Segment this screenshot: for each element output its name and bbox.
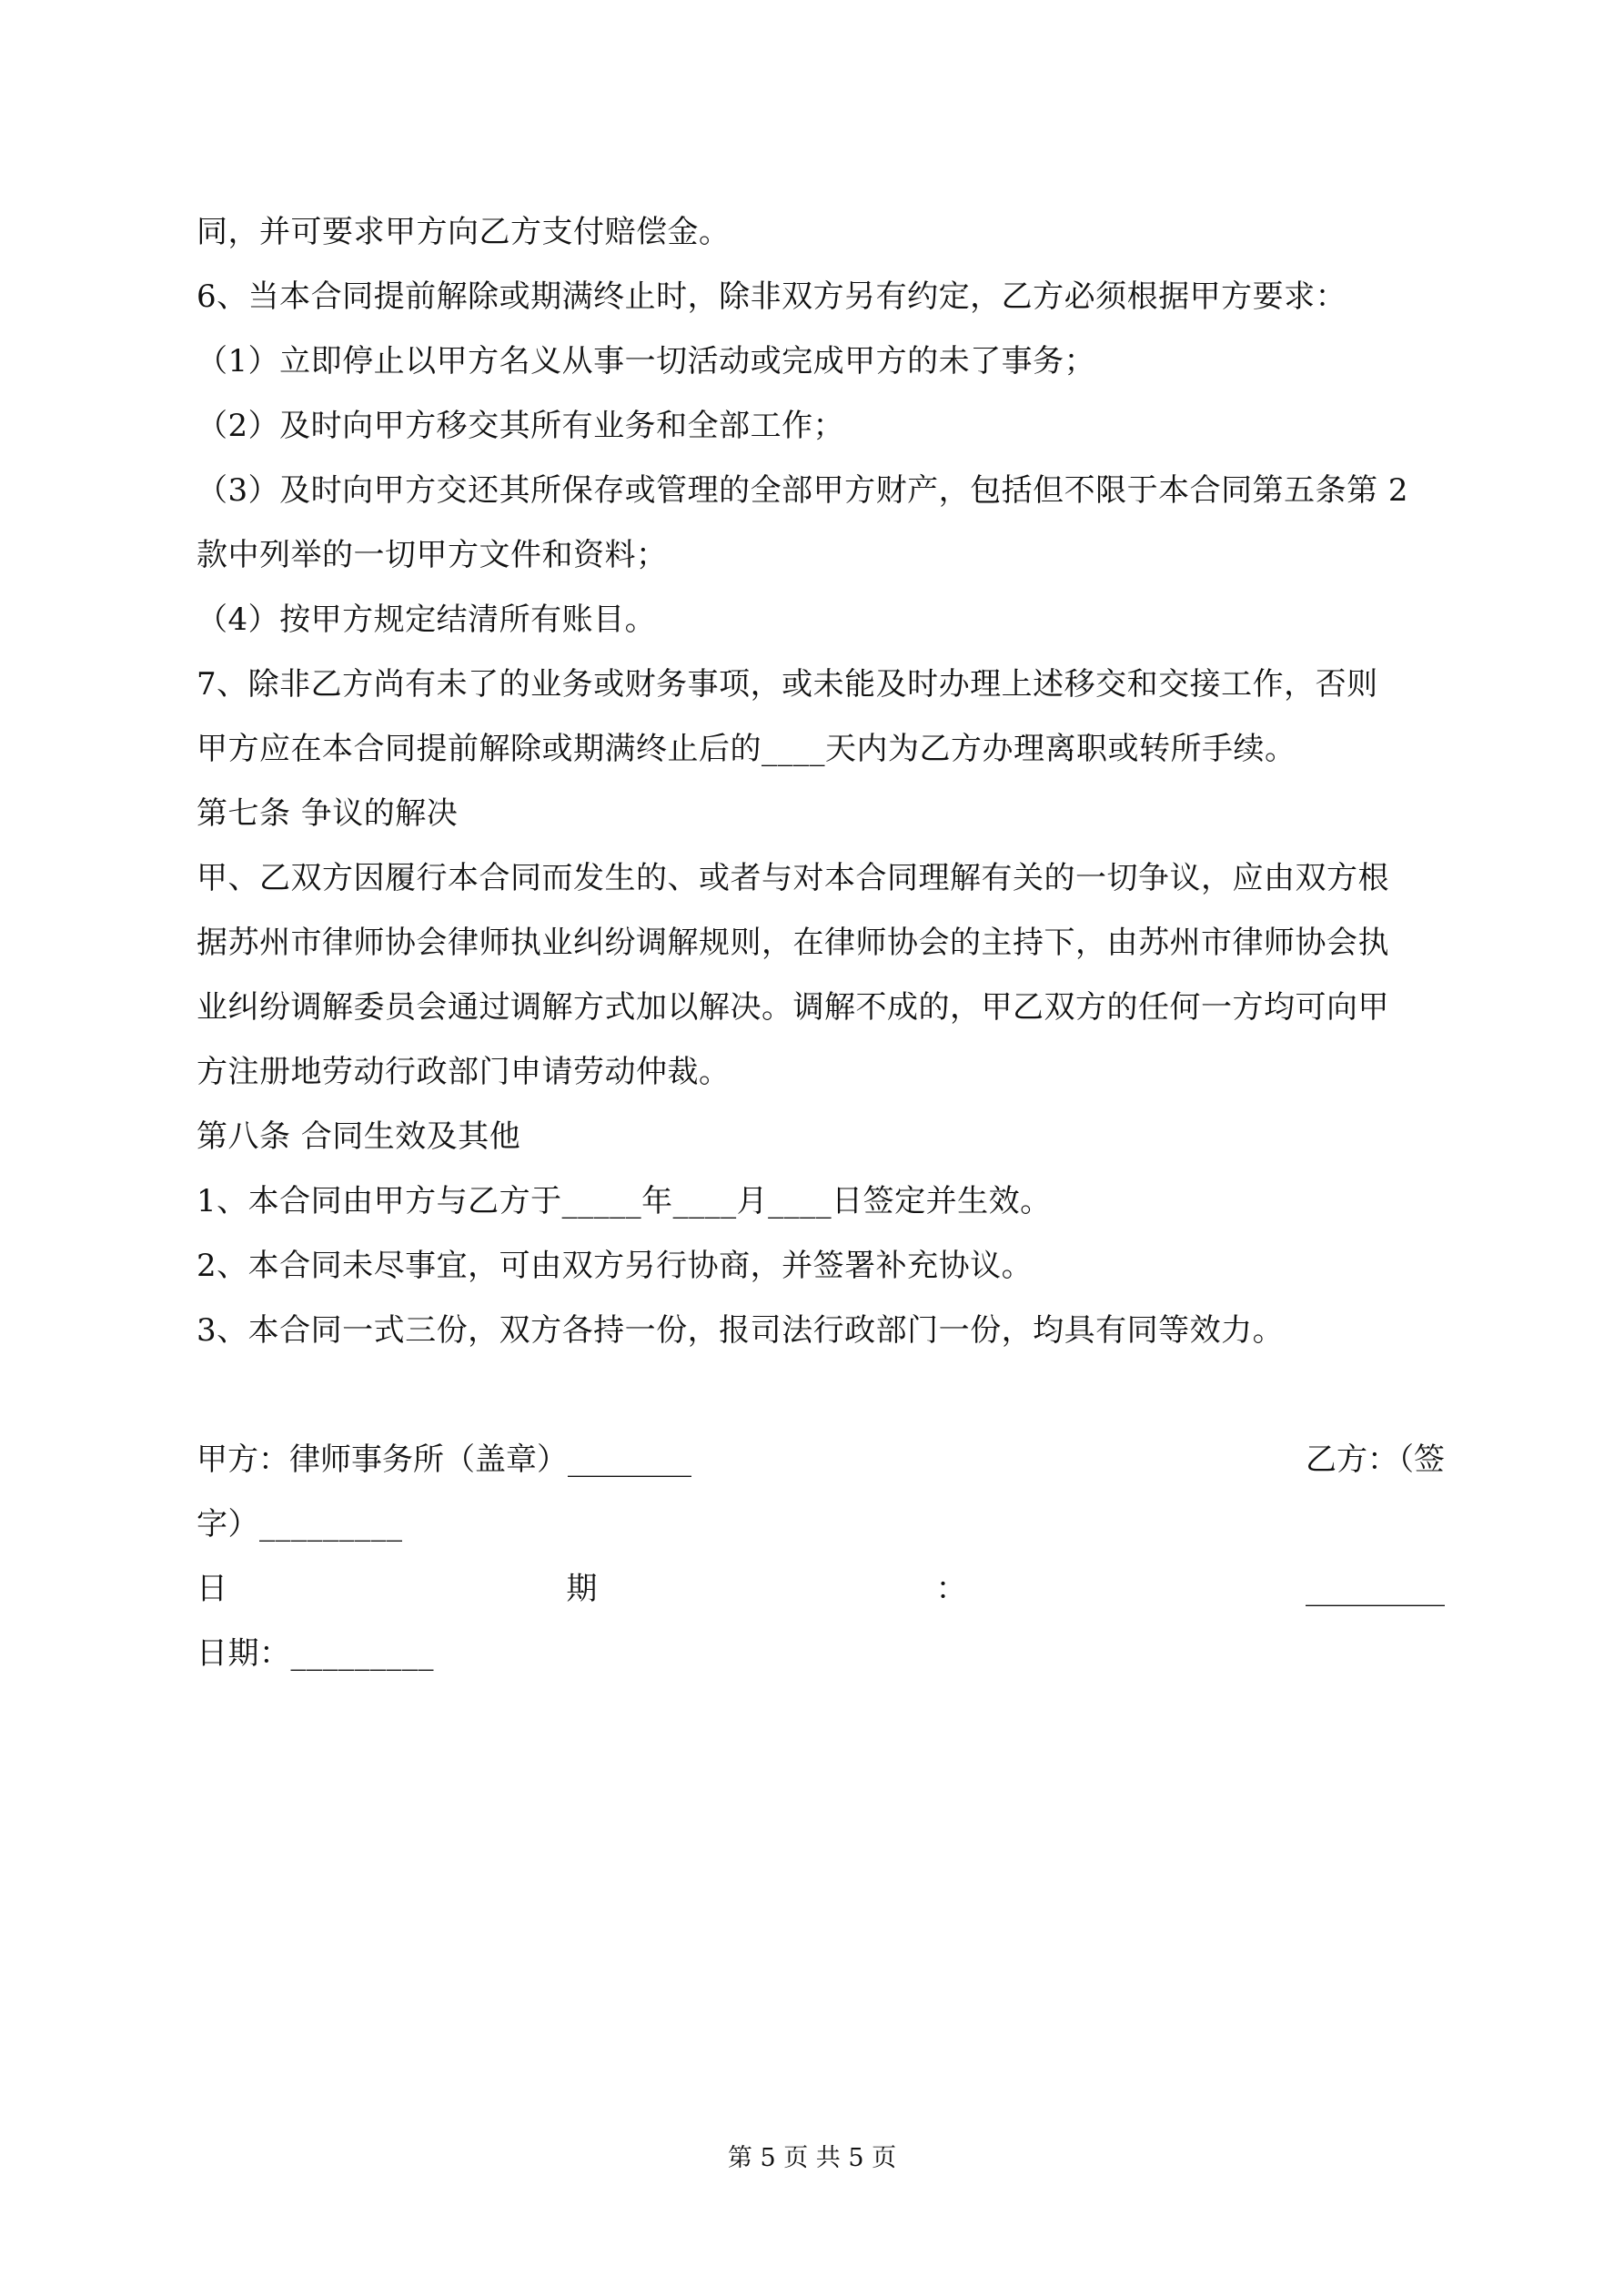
article-7-text: 方注册地劳动行政部门申请劳动仲裁。 (197, 1054, 731, 1090)
article-8-heading: 第八条 合同生效及其他 (197, 1118, 521, 1155)
date-line-2: 日期：_________ (197, 1635, 434, 1672)
clause-6-item-3: （3）及时向甲方交还其所保存或管理的全部甲方财产，包括但不限于本合同第五条第 2 (197, 472, 1409, 509)
clause-7-line: 7、除非乙方尚有未了的业务或财务事项，或未能及时办理上述移交和交接工作，否则 (197, 666, 1378, 703)
clause-6-item-1: （1）立即停止以甲方名义从事一切活动或完成甲方的未了事务； (197, 343, 1096, 379)
article-7-text: 据苏州市律师协会律师执业纠纷调解规则，在律师协会的主持下，由苏州市律师协会执 (197, 925, 1389, 961)
clause-6-item-3-cont: 款中列举的一切甲方文件和资料； (197, 537, 668, 573)
article-7-heading: 第七条 争议的解决 (197, 795, 459, 832)
date-blank: _________ (1305, 1571, 1445, 1607)
clause-6-item-2: （2）及时向甲方移交其所有业务和全部工作； (197, 408, 845, 444)
party-b-signature: 乙方：（签 (1306, 1441, 1445, 1478)
page-footer: 第 5 页 共 5 页 (727, 2144, 897, 2172)
party-b-signature-cont: 字）_________ (197, 1506, 403, 1542)
date-char-qi: 期 (566, 1571, 598, 1607)
paragraph-line: 同，并可要求甲方向乙方支付赔偿金。 (197, 214, 731, 250)
article-7-text: 业纠纷调解委员会通过调解方式加以解决。调解不成的，甲乙双方的任何一方均可向甲 (197, 989, 1389, 1026)
article-8-item-1: 1、本合同由甲方与乙方于_____年____月____日签定并生效。 (197, 1183, 1052, 1219)
article-8-item-3: 3、本合同一式三份，双方各持一份，报司法行政部门一份，均具有同等效力。 (197, 1312, 1285, 1349)
party-a-signature: 甲方：律师事务所（盖章）________ (197, 1441, 691, 1478)
contract-body (197, 200, 1445, 1686)
article-7-text: 甲、乙双方因履行本合同而发生的、或者与对本合同理解有关的一切争议，应由双方根 (197, 860, 1389, 896)
article-8-item-2: 2、本合同未尽事宜，可由双方另行协商，并签署补充协议。 (197, 1248, 1034, 1284)
signature-row-date (197, 1557, 1445, 1622)
date-colon: ： (935, 1571, 967, 1607)
spacer (197, 1363, 1445, 1428)
clause-7-line-cont: 甲方应在本合同提前解除或期满终止后的____天内为乙方办理离职或转所手续。 (197, 731, 1296, 767)
clause-6-line: 6、当本合同提前解除或期满终止时，除非双方另有约定，乙方必须根据甲方要求： (197, 278, 1347, 315)
signature-row-parties (197, 1428, 1445, 1492)
clause-6-item-4: （4）按甲方规定结清所有账目。 (197, 602, 657, 638)
date-char-ri: 日 (197, 1571, 227, 1607)
